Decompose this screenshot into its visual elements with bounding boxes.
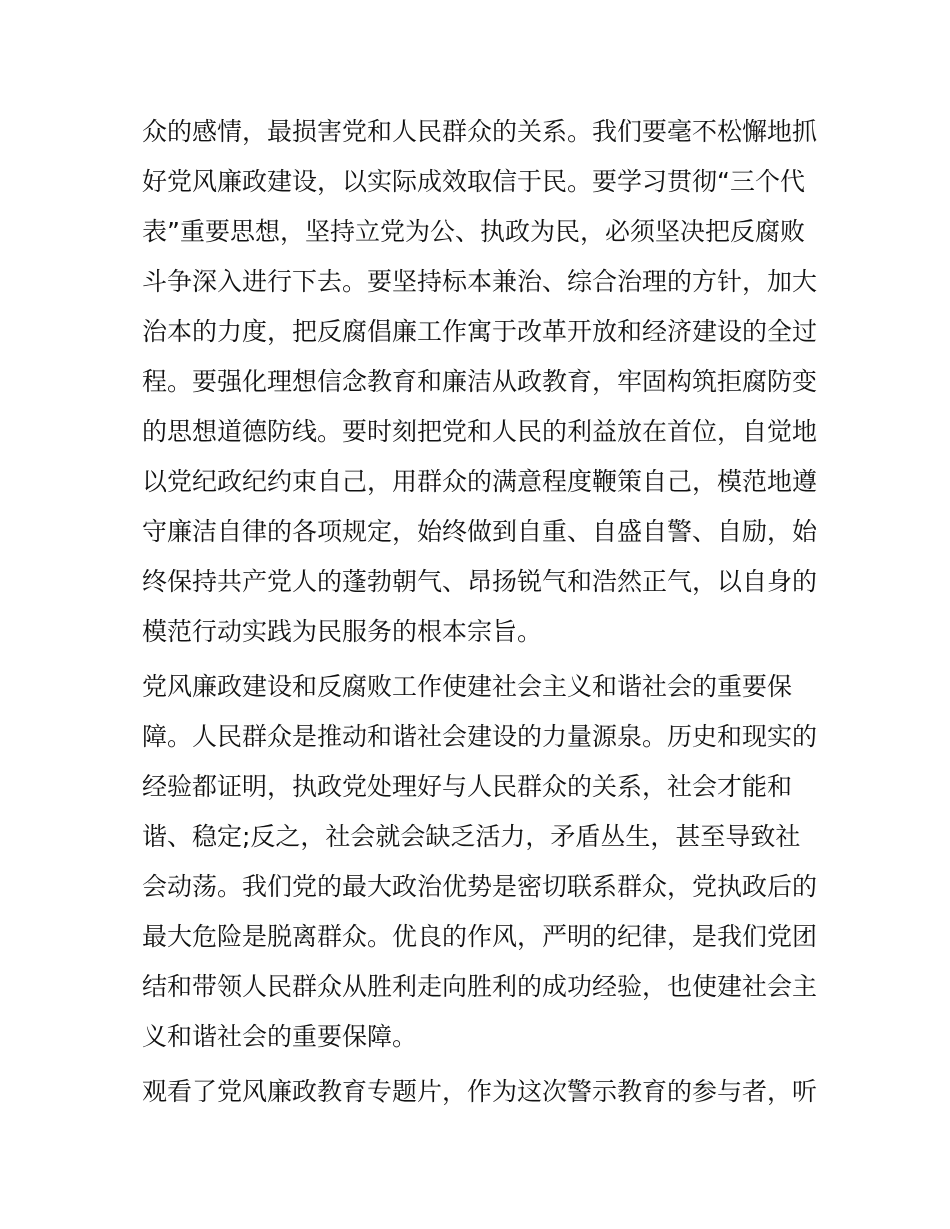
text-line: 模范行动实践为民服务的根本宗旨。	[142, 617, 543, 646]
text-line: 党风廉政建设和反腐败工作使建社会主义和谐社会的重要保	[142, 672, 793, 701]
text-line: 会动荡。我们党的最大政治优势是密切联系群众，党执政后的	[142, 872, 818, 901]
text-line: 斗争深入进行下去。要坚持标本兼治、综合治理的方针，加大	[142, 267, 818, 296]
text-line: 好党风廉政建设，以实际成效取信于民。要学习贯彻“三个代	[142, 167, 805, 196]
text-line: 障。人民群众是推动和谐社会建设的力量源泉。历史和现实的	[142, 722, 818, 751]
text-line: 谐、稳定;反之，社会就会缺乏活力，矛盾丛生，甚至导致社	[142, 822, 801, 851]
text-line: 终保持共产党人的蓬勃朝气、昂扬锐气和浩然正气，以自身的	[142, 567, 818, 596]
text-line: 的思想道德防线。要时刻把党和人民的利益放在首位，自觉地	[142, 417, 818, 446]
text-line: 观看了党风廉政教育专题片，作为这次警示教育的参与者，听	[142, 1077, 818, 1106]
text-line: 经验都证明，执政党处理好与人民群众的关系，社会才能和	[142, 772, 793, 801]
text-line: 程。要强化理想信念教育和廉洁从政教育，牢固构筑拒腐防变	[142, 367, 818, 396]
text-line: 最大危险是脱离群众。优良的作风，严明的纪律，是我们党团	[142, 922, 818, 951]
text-line: 治本的力度，把反腐倡廉工作寓于改革开放和经济建设的全过	[142, 317, 818, 346]
text-line: 表”重要思想，坚持立党为公、执政为民，必须坚决把反腐败	[142, 217, 805, 246]
text-line: 以党纪政纪约束自己，用群众的满意程度鞭策自己，模范地遵	[142, 467, 818, 496]
text-line: 结和带领人民群众从胜利走向胜利的成功经验，也使建社会主	[142, 972, 818, 1001]
text-line: 守廉洁自律的各项规定，始终做到自重、自盛自警、自励，始	[142, 517, 818, 546]
text-line: 众的感情，最损害党和人民群众的关系。我们要毫不松懈地抓	[142, 117, 818, 146]
text-line: 义和谐社会的重要保障。	[142, 1022, 418, 1051]
